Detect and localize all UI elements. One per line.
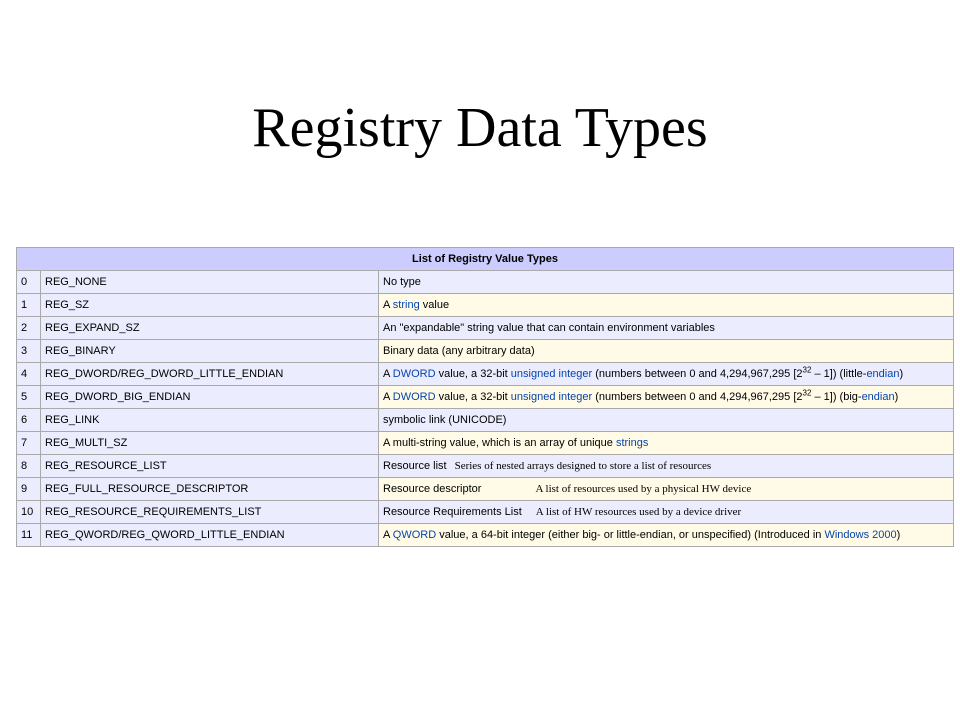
- table-row: [17, 524, 954, 547]
- description-text: (numbers between 0 and 4,294,967,295 [2: [592, 391, 803, 403]
- description-text: ): [896, 529, 901, 541]
- type-description: No type: [379, 271, 954, 294]
- description-text: A: [383, 529, 393, 541]
- type-description: [379, 386, 954, 409]
- description-text: Resource descriptor: [383, 483, 482, 495]
- type-name: REG_BINARY: [41, 340, 379, 363]
- table-header: List of Registry Value Types: [17, 248, 954, 271]
- dword-link[interactable]: DWORD: [392, 391, 436, 403]
- exponent: 32: [802, 388, 812, 398]
- slide-title: Registry Data Types: [252, 97, 708, 159]
- table-row: [17, 386, 954, 409]
- table-row: [17, 294, 954, 317]
- type-name: REG_FULL_RESOURCE_DESCRIPTOR: [41, 478, 379, 501]
- type-description: An "expandable" string value that can contain environment variables: [379, 317, 954, 340]
- description-text: value: [419, 299, 450, 311]
- type-number: 9: [17, 478, 41, 501]
- string-link[interactable]: string: [392, 299, 420, 311]
- type-name: REG_LINK: [41, 409, 379, 432]
- table-row: [17, 455, 954, 478]
- type-description: Binary data (any arbitrary data): [379, 340, 954, 363]
- unsigned-integer-link[interactable]: unsigned integer: [510, 368, 593, 380]
- type-name: REG_SZ: [41, 294, 379, 317]
- type-number: 2: [17, 317, 41, 340]
- type-name: REG_NONE: [41, 271, 379, 294]
- type-number: 6: [17, 409, 41, 432]
- description-text: A multi-string value, which is an array of unique: [383, 437, 616, 449]
- type-name: REG_RESOURCE_REQUIREMENTS_LIST: [41, 501, 379, 524]
- type-description: [379, 432, 954, 455]
- type-number: 10: [17, 501, 41, 524]
- description-text: A: [383, 368, 393, 380]
- type-description: [379, 455, 954, 478]
- type-number: 1: [17, 294, 41, 317]
- description-text: (numbers between 0 and 4,294,967,295 [2: [592, 368, 803, 380]
- type-number: 11: [17, 524, 41, 547]
- annotation-note: Series of nested arrays designed to store a list of resources: [454, 460, 712, 472]
- type-description: [379, 501, 954, 524]
- description-text: value, a 64-bit integer (either big- or little-endian, or unspecified) (Introduced in: [436, 529, 825, 541]
- description-text: value, a 32-bit: [435, 368, 511, 380]
- description-text: Resource list: [383, 460, 447, 472]
- type-number: 5: [17, 386, 41, 409]
- type-number: 3: [17, 340, 41, 363]
- table-row: [17, 340, 954, 363]
- type-number: 7: [17, 432, 41, 455]
- table-row: [17, 317, 954, 340]
- type-description: [379, 478, 954, 501]
- description-text: A: [383, 391, 393, 403]
- table-row: [17, 271, 954, 294]
- description-text: – 1]) (big-: [811, 391, 862, 403]
- table-row: [17, 501, 954, 524]
- windows-2000-link[interactable]: Windows 2000: [824, 529, 897, 541]
- type-description: [379, 524, 954, 547]
- qword-link[interactable]: QWORD: [392, 529, 437, 541]
- type-name: REG_RESOURCE_LIST: [41, 455, 379, 478]
- type-name: REG_MULTI_SZ: [41, 432, 379, 455]
- type-name: REG_QWORD/REG_QWORD_LITTLE_ENDIAN: [41, 524, 379, 547]
- type-number: 0: [17, 271, 41, 294]
- type-number: 4: [17, 363, 41, 386]
- table-wrapper: [16, 247, 953, 547]
- table-row: [17, 363, 954, 386]
- type-name: REG_EXPAND_SZ: [41, 317, 379, 340]
- unsigned-integer-link[interactable]: unsigned integer: [510, 391, 593, 403]
- table-row: [17, 478, 954, 501]
- type-name: REG_DWORD_BIG_ENDIAN: [41, 386, 379, 409]
- registry-value-types-table: [16, 247, 954, 547]
- annotation-note: A list of HW resources used by a device driver: [535, 506, 742, 518]
- strings-link[interactable]: strings: [615, 437, 649, 449]
- table-header-row: [17, 248, 954, 271]
- description-text: A: [383, 299, 393, 311]
- type-description: [379, 294, 954, 317]
- description-text: Resource Requirements List: [383, 506, 522, 518]
- dword-link[interactable]: DWORD: [392, 368, 436, 380]
- description-text: ): [894, 391, 899, 403]
- endian-link[interactable]: endian: [861, 391, 895, 403]
- type-name: REG_DWORD/REG_DWORD_LITTLE_ENDIAN: [41, 363, 379, 386]
- description-text: value, a 32-bit: [435, 391, 511, 403]
- annotation-note: A list of resources used by a physical HW device: [535, 483, 752, 495]
- table-row: [17, 409, 954, 432]
- description-text: – 1]) (little-: [811, 368, 867, 380]
- endian-link[interactable]: endian: [866, 368, 900, 380]
- exponent: 32: [802, 365, 812, 375]
- type-number: 8: [17, 455, 41, 478]
- type-description: [379, 363, 954, 386]
- description-text: ): [899, 368, 904, 380]
- table-row: [17, 432, 954, 455]
- type-description: symbolic link (UNICODE): [379, 409, 954, 432]
